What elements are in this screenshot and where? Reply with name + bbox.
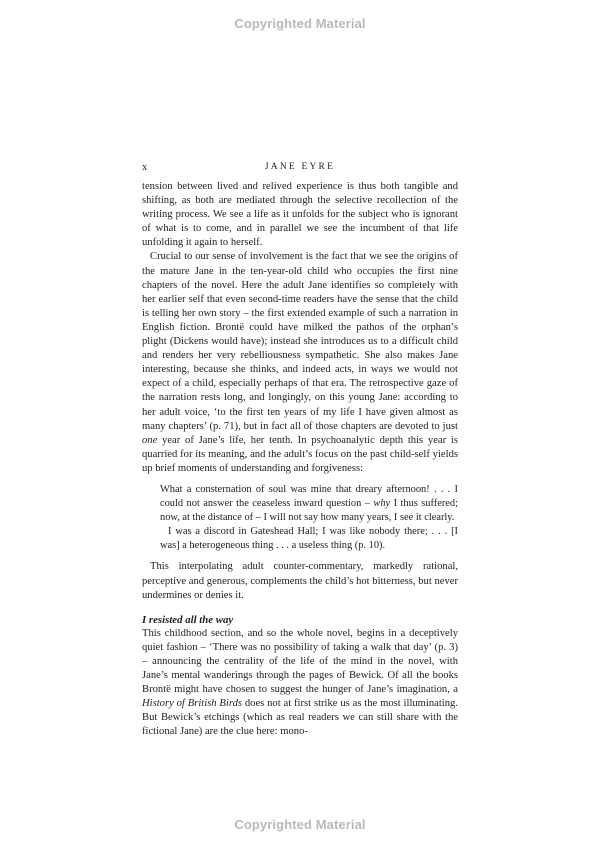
paragraph-3: This interpolating adult counter-commentary, markedly rational, perceptive and generous, complements the child’s hot bitterness, but never undermines or denies it. [142, 561, 458, 601]
page-number: x [142, 162, 148, 173]
block-quote [160, 483, 458, 553]
paragraph-2 [142, 250, 458, 476]
quote-1-emphasis: why [373, 498, 391, 510]
running-head [142, 162, 458, 178]
section-heading: I resisted all the way [142, 613, 234, 626]
copyright-watermark-top: Copyrighted Material [234, 16, 366, 31]
book-page [142, 162, 458, 739]
quote-1-text-a: What a consternation of soul was mine that dreary afternoon! . . . I could not answer the ceaseless inward question – [160, 483, 458, 510]
paragraph-2-tail: year of Jane’s life, her tenth. In psychoanalytic depth this year is quarried for its meaning, and the adult’s focus on the past child-self yields up brief moments of understanding and forgiveness: [142, 434, 458, 474]
paragraph-4-text-a: This childhood section, and so the whole novel, begins in a deceptively quiet fashion – ‘There was no possibility of taking a walk that day’ (p. 3) – announcing the centrality of the life of the mind in the novel, with Jane’s mental wanderings through the pages of Bewick. Of all the books Brontë might have chosen to suggest the hunger of Jane’s imagination, a [142, 627, 458, 696]
paragraph-2-text: Crucial to our sense of involvement is the fact that we see the origins of the mature Jane in the ten-year-old child who occupies the first nine chapters of the novel. Here the adult Jane identifies so completely with her earlier self that even second-time readers have the sense that the child is telling her own story – the first extended example of such a narration in English fiction. Brontë could have milked the pathos of the orphan’s plight (Dickens would have); instead she introduces us to a difficult child and renders her very rebelliousness sympathetic. She also makes Jane interesting, because she thinks, and indeed acts, in ways we would not expect of a child, especially perhaps of that era. The retrospective gaze of the narration rests long, and longingly, on this young Jane: according to her adult voice, ‘to the first ten years of my life I have given almost as many chapters’ (p. 71), but in fact all of those chapters are devoted to just [142, 251, 458, 432]
paragraph-1: tension between lived and relived experience is thus both tangible and shifting, as both are mediated through the selective recollection of the writing process. We see a life as it unfolds for the subject who is ignorant of what is to come, and in parallel we see the incumbent of that life unfolding it again to herself. [142, 181, 458, 249]
quote-paragraph-2: I was a discord in Gateshead Hall; I was like nobody there; . . . [I was] a heterogeneous thing . . . a useless thing (p. 10). [160, 526, 458, 552]
paragraph-4-book-title: History of British Birds [142, 698, 242, 710]
paragraph-4 [142, 627, 458, 740]
quote-paragraph-1 [160, 483, 458, 525]
running-title: JANE EYRE [264, 162, 336, 172]
paragraph-4-text-b: does not at first strike us as the most illuminating. But Bewick’s etchings (which as real readers we can still share with the fictional Jane) are the clue here: mono- [142, 698, 458, 738]
quote-1-text-b: I thus suffered; now, at the distance of – I will not say how many years, I see it clearly. [160, 498, 458, 524]
paragraph-2-emphasis: one [142, 434, 158, 446]
copyright-watermark-bottom: Copyrighted Material [234, 817, 366, 832]
